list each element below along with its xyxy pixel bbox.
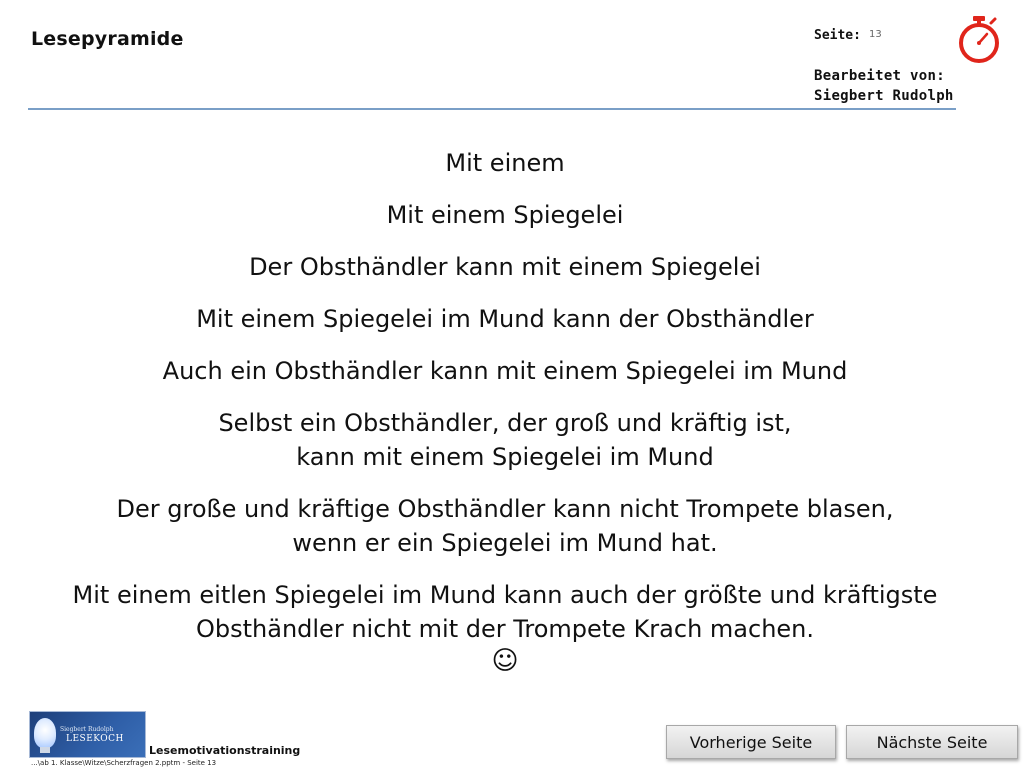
- logo-author: Siegbert Rudolph: [60, 726, 114, 733]
- pyramid-line: [20, 578, 990, 646]
- pyramid-line: Mit einem Spiegelei: [386, 201, 624, 229]
- pyramid-line: Mit einem: [445, 149, 565, 177]
- previous-page-button[interactable]: Vorherige Seite: [666, 725, 836, 759]
- editor-label: Bearbeitet von:: [814, 68, 945, 84]
- pyramid-line-part: Obsthändler nicht mit der Trompete Krach machen.: [195, 615, 815, 643]
- page-title: Lesepyramide: [31, 28, 184, 50]
- pyramid-line: Mit einem Spiegelei im Mund kann der Obsthändler: [196, 305, 814, 333]
- footer-brand: Lesemotivationstraining: [149, 744, 301, 757]
- pyramid-line-part: kann mit einem Spiegelei im Mund: [296, 443, 714, 471]
- pyramid-line: [20, 406, 990, 474]
- pyramid-line-part: Mit einem eitlen Spiegelei im Mund kann auch der größte und kräftigste: [72, 581, 938, 609]
- lightbulb-icon: [34, 718, 56, 748]
- smiley-icon: ☺: [491, 646, 519, 676]
- next-page-button[interactable]: Nächste Seite: [846, 725, 1018, 759]
- page-label: Seite:: [814, 28, 861, 43]
- lightbulb-base: [40, 747, 50, 753]
- stopwatch-icon[interactable]: [954, 14, 1004, 66]
- logo-brand: LESEKOCH: [66, 734, 124, 744]
- pyramid-line-part: Selbst ein Obsthändler, der groß und kräftig ist,: [218, 409, 792, 437]
- pyramid-line-part: wenn er ein Spiegelei im Mund hat.: [292, 529, 718, 557]
- file-path: ...\ab 1. Klasse\Witze\Scherzfragen 2.pptm - Seite 13: [31, 759, 217, 767]
- pyramid-line-part: Der große und kräftige Obsthändler kann nicht Trompete blasen,: [116, 495, 894, 523]
- lesekoch-logo: [29, 711, 146, 758]
- header-divider: [28, 108, 956, 110]
- editor-name: Siegbert Rudolph: [814, 88, 954, 104]
- pyramid-line: [20, 492, 990, 560]
- reading-pyramid: [20, 146, 990, 674]
- pyramid-line: Der Obsthändler kann mit einem Spiegelei: [249, 253, 761, 281]
- page-number: 13: [869, 29, 882, 40]
- pyramid-line: Auch ein Obsthändler kann mit einem Spiegelei im Mund: [162, 357, 848, 385]
